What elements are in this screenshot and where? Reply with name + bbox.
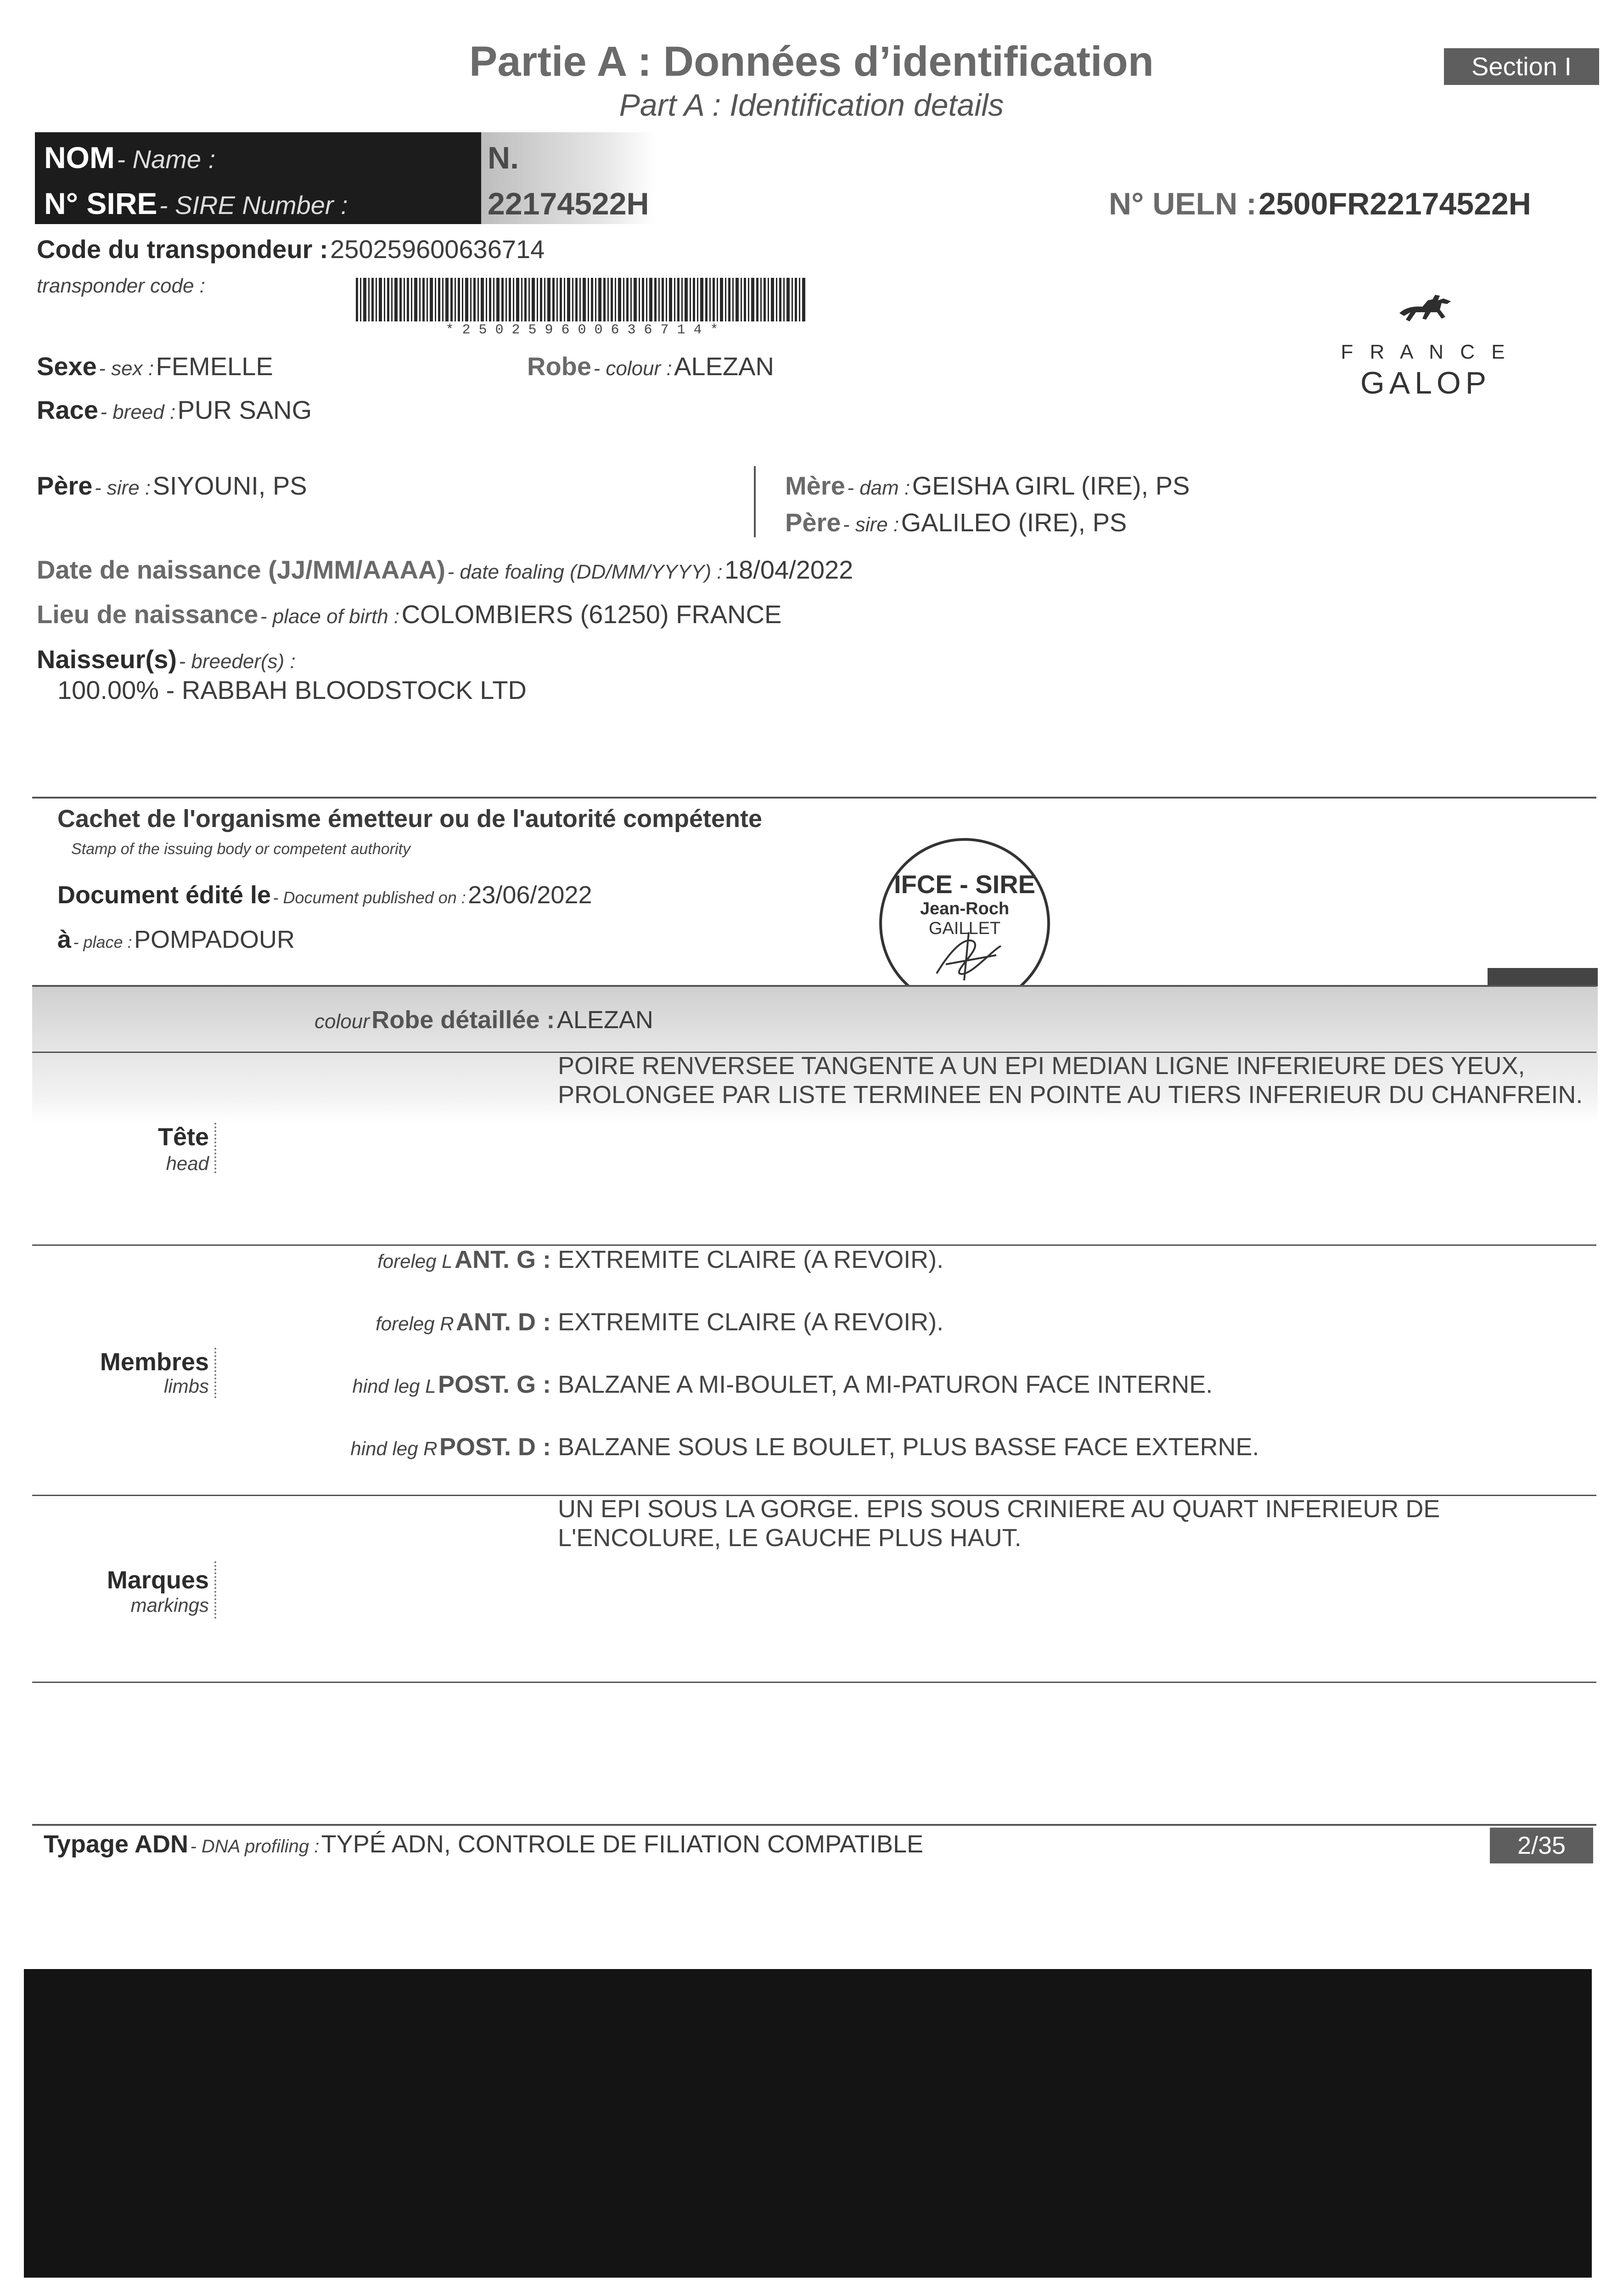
sex-row [37, 351, 273, 381]
sex-value: FEMELLE [156, 352, 273, 381]
transponder-sub: transponder code : [37, 275, 205, 297]
seal-line1: IFCE - SIRE [893, 870, 1036, 899]
seal-line2: Jean-Roch [920, 899, 1010, 918]
birth-place-label: Lieu de naissance [37, 600, 258, 629]
colour-row [527, 351, 774, 381]
birth-date-sub: - date foaling (DD/MM/YYYY) : [447, 561, 723, 583]
nom-sub: - Name : [117, 145, 216, 174]
sire-sub: - sire : [94, 477, 151, 499]
cachet-sub: Stamp of the issuing body or competent authority [71, 840, 410, 858]
head-label: Tête [157, 1123, 209, 1151]
limb-value-0: EXTREMITE CLAIRE (A REVOIR). [558, 1246, 944, 1273]
place-label: à [57, 926, 72, 953]
robe-value: ALEZAN [556, 1006, 653, 1034]
place-value: POMPADOUR [134, 926, 295, 953]
limb-sub-0: foreleg L [377, 1250, 453, 1272]
divider-dna-top [32, 1824, 1596, 1826]
breeders-sub: - breeder(s) : [179, 650, 296, 673]
logo-line2: GALOP [1360, 366, 1491, 400]
limb-label-3: POST. D : [439, 1433, 551, 1461]
limb-value-2: BALZANE A MI-BOULET, A MI-PATURON FACE INTERNE. [558, 1371, 1213, 1398]
breeders-row [37, 644, 296, 674]
damsire-sub: - sire : [842, 513, 899, 536]
divider-robe-top [32, 985, 1596, 987]
colour-value: ALEZAN [674, 352, 774, 381]
page-number: 2/35 [1517, 1832, 1566, 1859]
robe-sub: colour [314, 1010, 370, 1033]
transponder-value: 250259600636714 [330, 235, 545, 264]
nom-label: NOM [44, 141, 115, 174]
birth-date-value: 18/04/2022 [724, 555, 854, 584]
ueln-row [1109, 186, 1531, 222]
dam-label: Mère [785, 471, 845, 500]
divider-stamp-top [32, 797, 1596, 799]
seal-line3: GAILLET [928, 919, 1001, 938]
limbs-sep [214, 1348, 216, 1398]
head-desc-line2: PROLONGEE PAR LISTE TERMINEE EN POINTE AU TIERS INFERIEUR DU CHANFREIN. [558, 1081, 1583, 1109]
transponder-barcode [356, 278, 808, 321]
sire-sub: - SIRE Number : [159, 191, 348, 219]
dna-row [44, 1830, 923, 1858]
limb-sub-2: hind leg L [352, 1375, 436, 1397]
limbs-sub: limbs [163, 1375, 209, 1397]
sire-pedigree-row [37, 471, 307, 501]
sex-label: Sexe [37, 352, 97, 381]
sire-label: N° SIRE [44, 186, 157, 220]
nom-value: N. [488, 141, 519, 175]
transponder-label: Code du transpondeur : [37, 235, 328, 264]
edited-value: 23/06/2022 [468, 881, 592, 909]
ueln-value: 2500FR22174522H [1258, 186, 1531, 221]
dna-value: TYPÉ ADN, CONTROLE DE FILIATION COMPATIBLE [321, 1830, 923, 1858]
limb-label-2: POST. G : [438, 1371, 551, 1398]
sire-row [44, 186, 348, 221]
redacted-block [24, 1969, 1592, 2278]
marks-label: Marques [107, 1566, 209, 1594]
page-tab-dark [1488, 968, 1598, 986]
robe-row [314, 1006, 653, 1034]
limb-value-1: EXTREMITE CLAIRE (A REVOIR). [558, 1308, 944, 1336]
pedigree-divider [754, 466, 756, 537]
damsire-row [785, 507, 1127, 537]
divider-marks-bottom [32, 1682, 1596, 1683]
page-title: Partie A : Données d’identification [469, 38, 1154, 85]
section-badge-label: Section I [1471, 52, 1572, 81]
limb-sub-3: hind leg R [350, 1438, 438, 1459]
breed-label: Race [37, 395, 98, 424]
limb-label-0: ANT. G : [455, 1246, 551, 1273]
dam-sub: - dam : [847, 477, 910, 499]
marks-desc-line1: UN EPI SOUS LA GORGE. EPIS SOUS CRINIERE AU QUART INFERIEUR DE [558, 1495, 1440, 1523]
breeders-label: Naisseur(s) [37, 645, 177, 674]
birth-place-value: COLOMBIERS (61250) FRANCE [401, 600, 782, 629]
head-sep [214, 1123, 216, 1173]
damsire-value: GALILEO (IRE), PS [901, 508, 1127, 537]
sex-sub: - sex : [99, 357, 154, 380]
dna-label: Typage ADN [44, 1830, 189, 1858]
breed-row [37, 395, 312, 425]
edited-row [57, 881, 592, 909]
place-sub: - place : [73, 933, 132, 951]
sire-label: Père [37, 471, 93, 500]
edited-label: Document édité le [57, 881, 271, 909]
place-row [57, 925, 295, 954]
head-sub: head [166, 1153, 209, 1174]
transponder-row [37, 234, 545, 264]
limb-label-1: ANT. D : [456, 1308, 551, 1336]
damsire-label: Père [785, 508, 841, 537]
limbs-label: Membres [100, 1348, 209, 1376]
dam-row [785, 471, 1190, 501]
logo-line1: F R A N C E [1341, 341, 1511, 363]
limb-value-3: BALZANE SOUS LE BOULET, PLUS BASSE FACE EXTERNE. [558, 1433, 1259, 1461]
birth-date-row [37, 555, 853, 585]
birth-date-label: Date de naissance (JJ/MM/AAAA) [37, 555, 446, 584]
sire-value: 22174522H [488, 186, 649, 221]
colour-sub: - colour : [593, 357, 672, 380]
breed-value: PUR SANG [177, 395, 312, 424]
dna-sub: - DNA profiling : [190, 1836, 320, 1857]
ueln-label: N° UELN : [1109, 186, 1257, 221]
sire-value: SIYOUNI, PS [152, 471, 307, 500]
birth-place-row [37, 599, 781, 629]
birth-place-sub: - place of birth : [260, 605, 400, 628]
signature [923, 923, 1019, 983]
dam-value: GEISHA GIRL (IRE), PS [912, 471, 1190, 500]
marks-sub: markings [130, 1594, 209, 1616]
head-desc-line1: POIRE RENVERSEE TANGENTE A UN EPI MEDIAN LIGNE INFERIEURE DES YEUX, [558, 1052, 1525, 1080]
barcode-text: * 2 5 0 2 5 9 6 0 0 6 3 6 7 1 4 * [445, 322, 719, 338]
colour-label: Robe [527, 352, 591, 381]
horse-jockey-icon [1396, 289, 1455, 328]
section-badge [1444, 48, 1599, 85]
page-subtitle: Part A : Identification details [619, 88, 1004, 123]
marks-sep [214, 1561, 216, 1619]
cachet-label: Cachet de l'organisme émetteur ou de l'autorité compétente [57, 805, 763, 833]
breeders-value: 100.00% - RABBAH BLOODSTOCK LTD [57, 675, 527, 704]
limb-sub-1: foreleg R [376, 1313, 454, 1334]
marks-desc-line2: L'ENCOLURE, LE GAUCHE PLUS HAUT. [558, 1524, 1022, 1552]
edited-sub: - Document published on : [273, 888, 466, 907]
robe-label: Robe détaillée : [371, 1006, 555, 1034]
nom-row [44, 140, 215, 175]
breed-sub: - breed : [100, 401, 176, 423]
page-number-badge [1490, 1828, 1593, 1863]
